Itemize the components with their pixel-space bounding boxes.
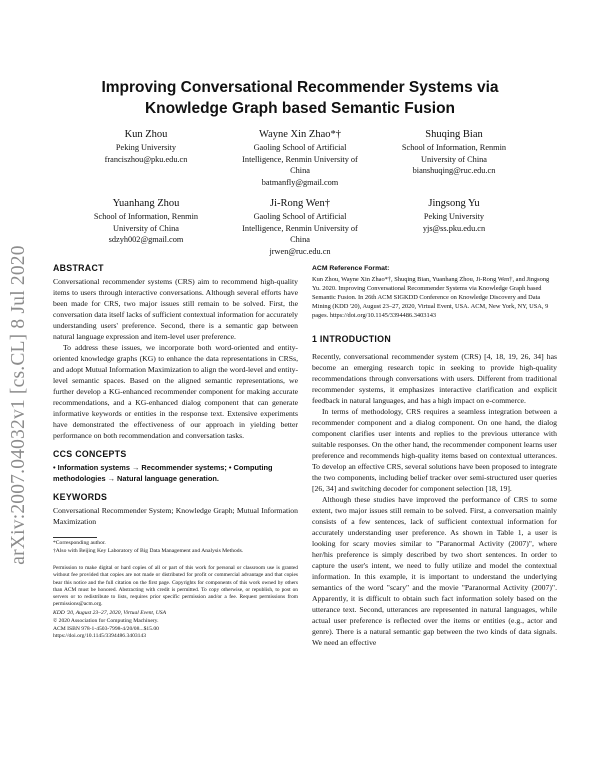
footnote: †Also with Beijing Key Laboratory of Big Data Management and Analysis Methods. [53,547,244,554]
left-column [53,263,298,641]
conference-line: KDD '20, August 23–27, 2020, Virtual Event, USA [53,610,167,617]
author-affiliation: University of China [113,223,179,233]
paper-title: Improving Conversational Recommender Systems via Knowledge Graph based Semantic Fusion [101,79,499,117]
ccs-concepts: • Information systems → Recommender systems; • Computing methodologies → Natural language generation. [53,463,273,483]
author-email: bianshuqing@ruc.edu.cn [412,166,496,175]
ccs-heading: CCS CONCEPTS [53,449,127,459]
introduction-heading: 1 INTRODUCTION [312,334,391,344]
author-block [58,128,234,165]
author-affiliation: China [290,235,310,244]
author-block [366,128,542,177]
acm-reference-text: Kun Zhou, Wayne Xin Zhao*†, Shuqing Bian, Yuanhang Zhou, Ji-Rong Wen†, and Jingsong Yu. 2020. Improving Conversational Recommender Systems via Knowledge Graph based Semantic Fusion. In 26th ACM SIGKDD Conference on Knowledge Discovery and Data Mining (KDD '20), August 23–27, 2020, Virtual Event, USA. ACM, New York, NY, USA, 9 pages. https://doi.org/10.1145/3394486.3403143 [312,276,550,319]
intro-paragraph: In terms of methodology, CRS requires a seamless integration between a recommender component and a dialog component. On one hand, the dialog component clarifies user intents and replies to the previous utterance with suitable responses. On the other hand, the recommender component learns user preference and recommends high-quality items based on contextual utterances. To develop an effective CRS, several solutions have been proposed to integrate the two components, including belief tracker over semi-structured user queries [26, 34] and switching decoder for component selection [18, 19]. [312,407,557,493]
author-email: sdzyh002@gmail.com [108,235,184,244]
arxiv-stamp: arXiv:2007.04032v1 [cs.CL] 8 Jul 2020 [8,245,29,565]
author-affiliation: School of Information, Renmin [93,212,199,221]
author-email: yjs@ss.pku.edu.cn [422,223,486,233]
copyright-line: © 2020 Association for Computing Machinery. [53,618,159,624]
author-name: Ji-Rong Wen† [270,198,330,209]
author-block [58,197,234,246]
author-affiliation: Gaoling School of Artificial [253,212,347,221]
permission-notice: Permission to make digital or hard copies of all or part of this work for personal or classroom use is granted without fee provided that copies are not made or distributed for profit or commercial advantage and that copies bear this notice and the full citation on the first page. Copyrights for components of this work owned by others than ACM must be honored. Abstracting with credit is permitted. To copy otherwise, or republish, to post on servers or to redistribute to lists, requires prior specific permission and/or a fee. Request permissions from permissions@acm.org. [53,565,298,608]
intro-paragraph: Recently, conversational recommender system (CRS) [4, 18, 19, 26, 34] has become an emerging research topic in seeking to provide high-quality recommendations through conversations with users. Different from traditional recommender systems, it emphasizes interactive clarification and explicit feedback in natural languages, and has a high impact on e-commerce. [312,352,557,405]
acm-reference-label: ACM Reference Format: [312,265,390,272]
abstract-paragraph: Conversational recommender systems (CRS) aim to recommend high-quality items to users through interactive conversations. Although several efforts have been made for CRS, two major issues still remain to be solved. First, the conversation data itself lacks of sufficient contextual information for accurately understanding users' preference. Second, there is a semantic gap between natural language expression and item-level user preference. [53,277,298,341]
author-block [212,128,388,188]
author-email: batmanfly@gmail.com [261,177,339,187]
isbn-line: ACM ISBN 978-1-4503-7998-4/20/08...$15.00 [53,625,159,632]
author-block [212,197,388,257]
right-column [312,263,557,648]
author-email: jrwen@ruc.edu.cn [269,246,331,256]
abstract-paragraph: To address these issues, we incorporate both word-oriented and entity-oriented knowledge graphs (KG) to enhance the data representations in CRSs, and adopt Mutual Information Maximization to align the word-level and entity-level semantic spaces. Based on the aligned semantic representations, we further develop a KG-enhanced recommender component for making accurate recommendations, and a KG-enhanced dialog component that can generate informative keywords or entities in the response text. Extensive experiments have demonstrated the effectiveness of our approach in yielding better performance on both recommendation and conversation tasks. [53,343,298,440]
author-name: Yuanhang Zhou [112,198,180,209]
abstract-heading: ABSTRACT [53,263,104,273]
author-affiliation: Peking University [115,143,177,152]
intro-paragraph: Although these studies have improved the performance of CRS to some extent, two major issues still remain to be solved. First, a conversation mainly consists of a few sentences, lack of sufficient contextual information for accurately understanding user preference. As shown in Table 1, a user is looking for scary movies similar to "Paranormal Activity (2007)", where her/his preference is simply described by two short sentences. In order to capture the user's intent, we need to fully utilize and model the contextual information. In this example, it is important to understand the underlying semantics of the word "scary" and the movie "Paranormal Activity (2007)". Apparently, it is difficult to obtain such fact information solely based on the utterance text. Second, utterances are represented in natural languages, while actual user preference is reflected over the items or entities (e.g., actor and genre). There is a natural semantic gap between the two kinds of data signals. We need an effective [312,495,557,647]
author-affiliation: Intelligence, Renmin University of [242,154,358,164]
footnote-rule [53,537,97,538]
author-email: franciszhou@pku.edu.cn [104,154,188,164]
author-name: Kun Zhou [124,129,168,140]
keywords-heading: KEYWORDS [53,492,108,502]
author-name: Jingsong Yu [428,198,480,209]
keywords-text: Conversational Recommender System; Knowledge Graph; Mutual Information Maximization [53,506,298,526]
author-name: Wayne Xin Zhao*† [259,129,341,140]
author-affiliation: University of China [421,154,487,164]
author-affiliation: Gaoling School of Artificial [253,143,347,152]
doi-link[interactable]: https://doi.org/10.1145/3394486.3403143 [53,633,147,640]
author-affiliation: Peking University [423,212,485,221]
footnote: *Corresponding author. [53,540,106,546]
author-affiliation: School of Information, Renmin [401,143,507,152]
author-affiliation: China [290,166,310,175]
author-affiliation: Intelligence, Renmin University of [242,223,358,233]
author-name: Shuqing Bian [425,129,483,140]
author-block [366,197,542,234]
